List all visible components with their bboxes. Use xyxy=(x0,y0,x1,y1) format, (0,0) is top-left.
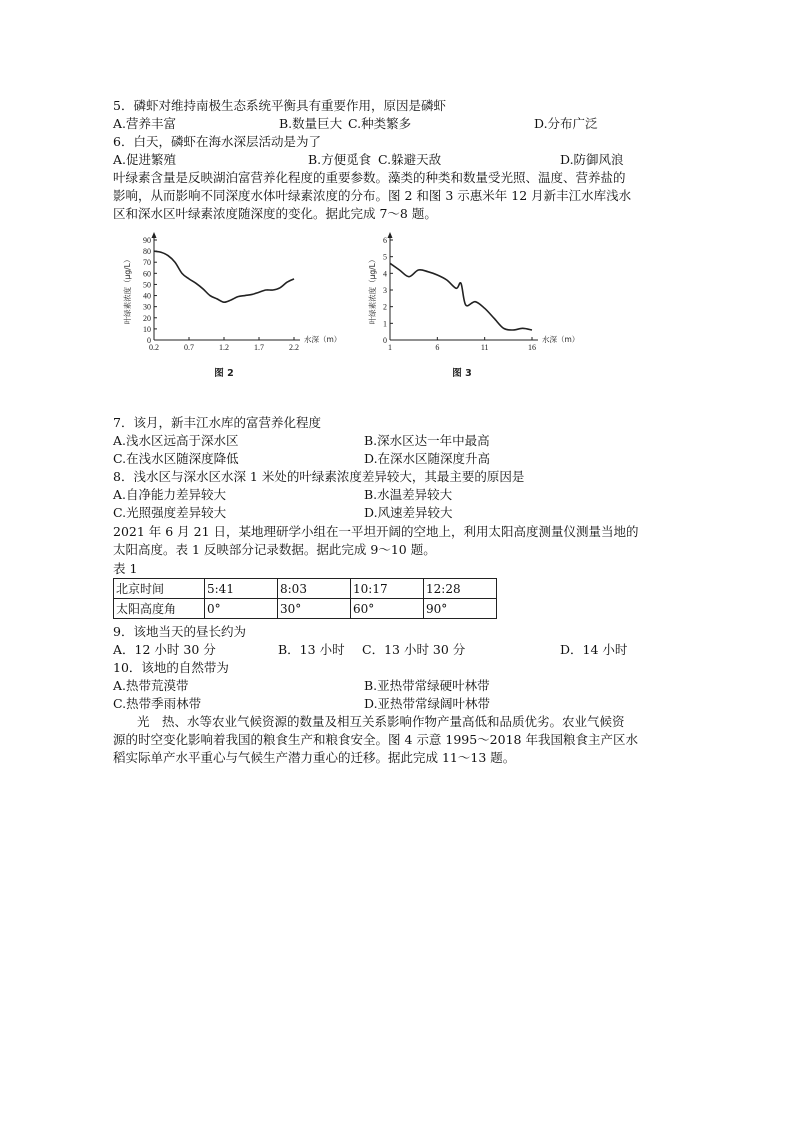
table-cell: 太阳高度角 xyxy=(114,599,205,619)
x-tick-label: 16 xyxy=(528,343,536,352)
q10-option-b: B.亚热带常绿硬叶林带 xyxy=(364,678,490,693)
q7-option-a: A.浅水区远高于深水区 xyxy=(113,433,239,448)
y-tick-label: 0 xyxy=(147,336,151,345)
question-7-stem: 7．该月，新丰江水库的富营养化程度 xyxy=(113,415,321,430)
data-series-line xyxy=(154,251,294,302)
table-cell: 60° xyxy=(351,599,424,619)
y-axis-label: 叶绿素浓度（μg/L） xyxy=(123,255,132,325)
y-tick-label: 2 xyxy=(383,302,387,312)
q9-option-b: B．13 小时 xyxy=(278,642,345,657)
table-row xyxy=(114,579,497,599)
intro-7-8-line-2: 影响，从而影响不同深度水体叶绿素浓度的分布。图 2 和图 3 示惠米年 12 月新丰江水库浅水 xyxy=(113,188,632,203)
y-axis-arrow xyxy=(152,232,157,238)
q10-option-a: A.热带荒漠带 xyxy=(113,678,189,693)
y-tick-label: 6 xyxy=(383,236,387,245)
table-cell: 0° xyxy=(205,599,278,619)
y-tick-label: 1 xyxy=(383,319,387,329)
y-axis-label: 叶绿素浓度（μg/L） xyxy=(368,255,377,325)
y-tick-label: 40 xyxy=(143,291,151,301)
table-1-label: 表 1 xyxy=(113,561,138,576)
y-tick-label: 70 xyxy=(143,258,151,268)
y-tick-label: 0 xyxy=(383,336,387,345)
table-cell: 12:28 xyxy=(424,579,497,599)
y-tick-label: 50 xyxy=(143,280,151,290)
table-cell: 10:17 xyxy=(351,579,424,599)
intro-9-10-line-2: 太阳高度。表 1 反映部分记录数据。据此完成 9～10 题。 xyxy=(113,542,436,557)
q5-option-b: B.数量巨大 xyxy=(279,116,343,131)
intro-11-13-line-1: 光 热、水等农业气候资源的数量及相互关系影响作物产量高低和品质优劣。农业气候资 xyxy=(137,714,625,729)
y-tick-label: 3 xyxy=(383,286,387,295)
q9-option-d: D．14 小时 xyxy=(560,642,628,657)
x-axis-label: 水深（m） xyxy=(542,335,580,344)
q10-option-c: C.热带季雨林带 xyxy=(113,696,202,711)
y-tick-label: 4 xyxy=(383,269,387,279)
intro-11-13-line-2: 源的时空变化影响着我国的粮食生产和粮食安全。图 4 示意 1995～2018 年我国粮食主产区水 xyxy=(113,732,638,747)
q5-option-c: C.种类繁多 xyxy=(348,116,412,131)
table-cell: 30° xyxy=(278,599,351,619)
q8-option-a: A.自净能力差异较大 xyxy=(113,487,227,502)
x-tick-label: 0.7 xyxy=(184,343,194,352)
q10-option-d: D.亚热带常绿阔叶林带 xyxy=(364,696,491,711)
table-1 xyxy=(113,578,497,619)
q8-option-b: B.水温差异较大 xyxy=(364,487,453,502)
q7-option-d: D.在深水区随深度升高 xyxy=(364,451,491,466)
question-8-stem: 8．浅水区与深水区水深 1 米处的叶绿素浓度差异较大，其最主要的原因是 xyxy=(113,469,525,484)
x-tick-label: 0.2 xyxy=(149,343,159,352)
figure-3-chart xyxy=(366,226,586,386)
table-cell: 90° xyxy=(424,599,497,619)
table-cell: 北京时间 xyxy=(114,579,205,599)
question-5-stem: 5．磷虾对维持南极生态系统平衡具有重要作用，原因是磷虾 xyxy=(113,98,446,113)
q5-option-a: A.营养丰富 xyxy=(113,116,177,131)
q6-option-a: A.促进繁殖 xyxy=(113,152,177,167)
table-cell: 8:03 xyxy=(278,579,351,599)
y-tick-label: 90 xyxy=(143,236,151,245)
question-10-stem: 10．该地的自然带为 xyxy=(113,660,229,675)
q7-option-c: C.在浅水区随深度降低 xyxy=(113,451,239,466)
table-cell: 5:41 xyxy=(205,579,278,599)
y-axis-arrow xyxy=(388,232,393,238)
y-tick-label: 80 xyxy=(143,247,151,257)
intro-9-10-line-1: 2021 年 6 月 21 日，某地理研学小组在一平坦开阔的空地上，利用太阳高度测量仪测量当地的 xyxy=(113,524,639,539)
x-axis-label: 水深（m） xyxy=(304,335,342,344)
intro-11-13-line-3: 稻实际单产水平重心与气候生产潜力重心的迁移。据此完成 11～13 题。 xyxy=(113,750,516,765)
q7-option-b: B.深水区达一年中最高 xyxy=(364,433,490,448)
q8-option-c: C.光照强度差异较大 xyxy=(113,505,227,520)
intro-7-8-line-1: 叶绿素含量是反映湖泊富营养化程度的重要参数。藻类的种类和数量受光照、温度、营养盐的 xyxy=(113,170,626,185)
x-tick-label: 1 xyxy=(388,343,392,352)
y-tick-label: 10 xyxy=(143,324,151,334)
q8-option-d: D.风速差异较大 xyxy=(364,505,453,520)
question-9-stem: 9．该地当天的昼长约为 xyxy=(113,624,246,639)
q9-option-a: A．12 小时 30 分 xyxy=(113,642,216,657)
q6-option-d: D.防御风浪 xyxy=(560,152,624,167)
y-tick-label: 5 xyxy=(383,252,387,262)
x-tick-label: 2.2 xyxy=(289,343,299,352)
x-tick-label: 11 xyxy=(480,343,489,352)
x-tick-label: 1.7 xyxy=(254,343,264,352)
y-tick-label: 20 xyxy=(143,313,151,323)
figure-2-chart xyxy=(116,226,342,386)
figure-caption: 图 2 xyxy=(214,368,234,379)
table-row xyxy=(114,599,497,619)
figure-caption: 图 3 xyxy=(452,368,472,379)
q6-option-b: B.方便觅食 xyxy=(308,152,372,167)
y-tick-label: 30 xyxy=(143,302,151,312)
x-tick-label: 1.2 xyxy=(219,343,229,352)
q6-option-c: C.躲避天敌 xyxy=(378,152,442,167)
x-tick-label: 6 xyxy=(435,343,440,352)
intro-7-8-line-3: 区和深水区叶绿素浓度随深度的变化。据此完成 7～8 题。 xyxy=(113,206,437,221)
question-6-stem: 6．白天，磷虾在海水深层活动是为了 xyxy=(113,134,321,149)
q5-option-d: D.分布广泛 xyxy=(534,116,598,131)
data-series-line xyxy=(390,263,532,330)
q9-option-c: C．13 小时 30 分 xyxy=(362,642,466,657)
y-tick-label: 60 xyxy=(143,269,151,279)
